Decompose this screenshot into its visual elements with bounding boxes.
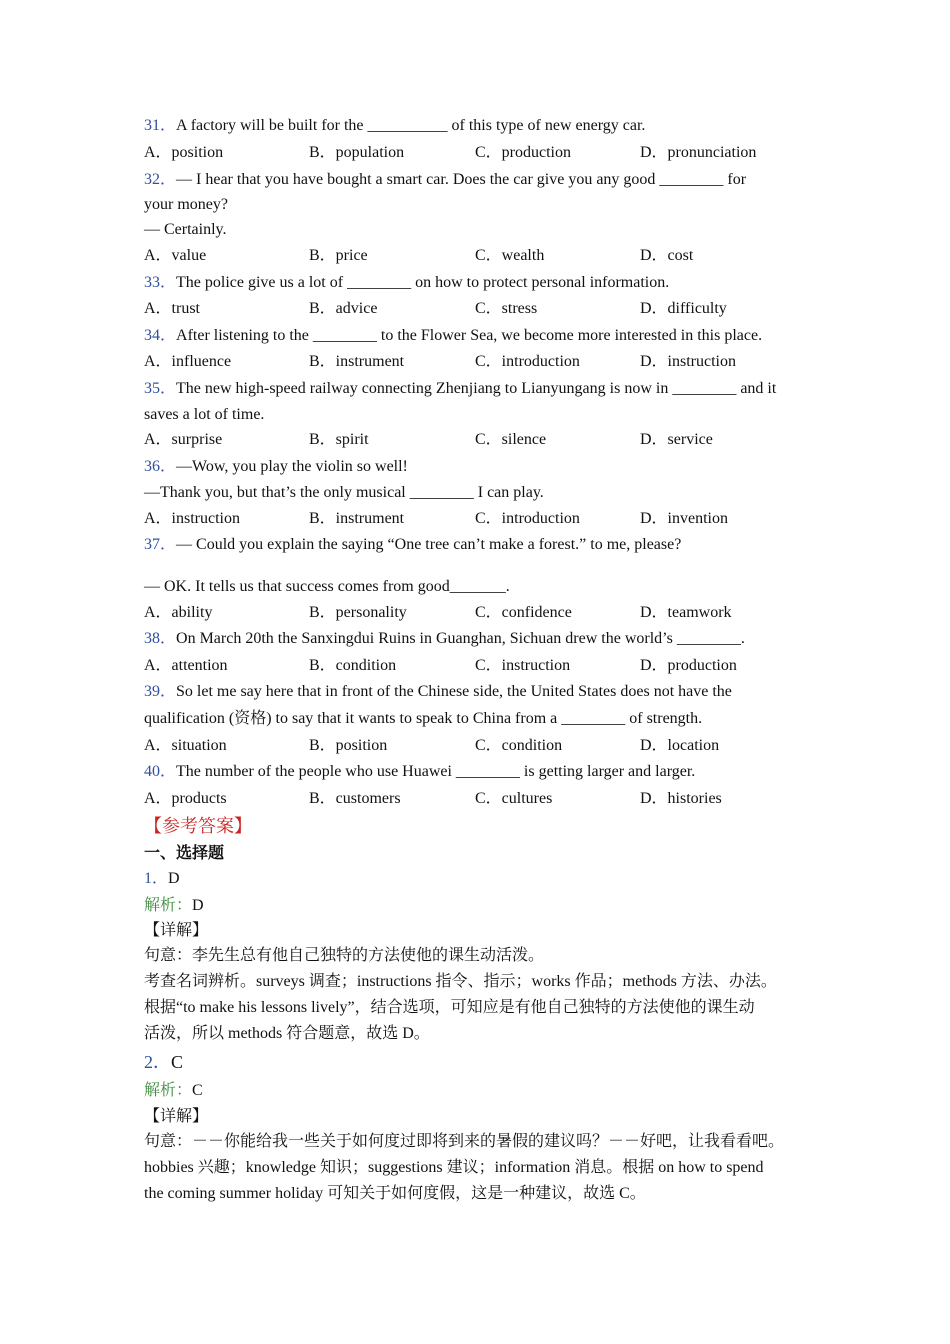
option-a: A．products: [144, 790, 227, 807]
question-text: The number of the people who use Huawei ________ is getting larger and larger.: [176, 763, 696, 780]
option-a: A．surprise: [144, 431, 223, 448]
option-c: C．cultures: [475, 790, 553, 807]
option-d: D．instruction: [640, 353, 736, 370]
option-d: D．location: [640, 737, 720, 754]
option-d: D．production: [640, 657, 737, 674]
option-b: B．condition: [309, 657, 397, 674]
option-a: A．ability: [144, 604, 213, 621]
question-text-cont: your money?: [144, 196, 228, 213]
question-number: 34．: [144, 327, 177, 344]
explanation-line: 句意：－－你能给我一些关于如何度过即将到来的暑假的建议吗？－－好吧，让我看看吧。: [144, 1133, 785, 1150]
question-text: On March 20th the Sanxingdui Ruins in Guanghan, Sichuan drew the world’s ________.: [176, 630, 745, 647]
option-a: A．attention: [144, 657, 228, 674]
explanation-line: 根据“to make his lessons lively”，结合选项，可知应是有他自己独特的方法使他的课生动: [144, 999, 755, 1016]
option-a: A．situation: [144, 737, 227, 754]
analysis-label: 解析：: [144, 897, 193, 914]
option-a: A．position: [144, 144, 224, 161]
question-32: [144, 170, 746, 190]
question-number: 33．: [144, 274, 177, 291]
question-text: The police give us a lot of ________ on how to protect personal information.: [176, 274, 670, 291]
option-d: D．difficulty: [640, 300, 727, 317]
question-text-cont: — Certainly.: [144, 221, 227, 238]
option-d: D．service: [640, 431, 713, 448]
explanation-line: 活泼，所以 methods 符合题意，故选 D。: [144, 1025, 430, 1042]
option-a: A．value: [144, 247, 207, 264]
explanation-line: hobbies 兴趣；knowledge 知识；suggestions 建议；information 消息。根据 on how to spend: [144, 1159, 764, 1176]
question-number: 39．: [144, 683, 177, 700]
option-c: C．wealth: [475, 247, 545, 264]
question-39: [144, 682, 732, 702]
analysis-1: [144, 896, 204, 916]
question-text: — Could you explain the saying “One tree can’t make a forest.” to me, please?: [176, 536, 682, 553]
option-b: B．position: [309, 737, 388, 754]
option-d: D．teamwork: [640, 604, 732, 621]
question-34: [144, 326, 762, 346]
option-c: C．introduction: [475, 510, 580, 527]
question-number: 40．: [144, 763, 177, 780]
question-31: [144, 116, 645, 136]
option-c: C．production: [475, 144, 571, 161]
answer-letter: D: [168, 870, 180, 887]
question-text: The new high-speed railway connecting Zhenjiang to Lianyungang is now in ________ and it: [176, 380, 777, 397]
question-text: A factory will be built for the __________ of this type of new energy car.: [176, 117, 646, 134]
question-40: [144, 762, 695, 782]
question-38: [144, 629, 745, 649]
option-a: A．trust: [144, 300, 201, 317]
part-title: 一、选择题: [144, 845, 225, 862]
analysis-2: [144, 1081, 203, 1101]
question-text: After listening to the ________ to the Flower Sea, we become more interested in this place.: [176, 327, 763, 344]
question-number: 32．: [144, 171, 177, 188]
option-c: C．silence: [475, 431, 547, 448]
option-c: C．stress: [475, 300, 538, 317]
explanation-line: 句意：李先生总有他自己独特的方法使他的课生动活泼。: [144, 947, 545, 964]
question-text: —Wow, you play the violin so well!: [176, 458, 408, 475]
detail-heading: 【详解】: [144, 922, 209, 939]
question-33: [144, 273, 669, 293]
question-36: [144, 457, 408, 477]
question-37: [144, 535, 681, 555]
question-text-cont: qualification (资格) to say that it wants to speak to China from a ________ of strength.: [144, 710, 703, 727]
question-text-cont: saves a lot of time.: [144, 406, 265, 423]
question-text: — I hear that you have bought a smart car. Does the car give you any good ________ for: [176, 171, 747, 188]
explanation-line: 考查名词辨析。surveys 调查；instructions 指令、指示；works 作品；methods 方法、办法。: [144, 973, 777, 990]
question-35: [144, 379, 776, 399]
option-b: B．instrument: [309, 353, 405, 370]
question-text-cont: —Thank you, but that’s the only musical ________ I can play.: [144, 484, 544, 501]
answer-2: [144, 1052, 183, 1072]
option-c: C．instruction: [475, 657, 571, 674]
analysis-label: 解析：: [144, 1082, 193, 1099]
question-number: 36．: [144, 458, 177, 475]
option-b: B．instrument: [309, 510, 405, 527]
answer-letter: C: [171, 1052, 184, 1072]
question-number: 35．: [144, 380, 177, 397]
option-b: B．personality: [309, 604, 407, 621]
option-d: D．pronunciation: [640, 144, 757, 161]
explanation-line: the coming summer holiday 可知关于如何度假，这是一种建议，故选 C。: [144, 1185, 646, 1202]
answer-number: 2．: [144, 1052, 171, 1072]
option-b: B．population: [309, 144, 405, 161]
analysis-value: D: [192, 897, 204, 914]
option-c: C．introduction: [475, 353, 580, 370]
question-text-cont: — OK. It tells us that success comes from good_______.: [144, 578, 510, 595]
question-number: 37．: [144, 536, 177, 553]
option-c: C．confidence: [475, 604, 572, 621]
option-c: C．condition: [475, 737, 563, 754]
option-b: B．price: [309, 247, 368, 264]
answer-heading: 【参考答案】: [144, 816, 252, 836]
question-number: 38．: [144, 630, 177, 647]
option-a: A．instruction: [144, 510, 240, 527]
detail-heading: 【详解】: [144, 1108, 209, 1125]
option-d: D．invention: [640, 510, 728, 527]
answer-1: [144, 869, 180, 889]
option-b: B．customers: [309, 790, 401, 807]
question-number: 31．: [144, 117, 177, 134]
option-b: B．advice: [309, 300, 378, 317]
option-a: A．influence: [144, 353, 232, 370]
option-d: D．cost: [640, 247, 694, 264]
analysis-value: C: [192, 1082, 203, 1099]
option-b: B．spirit: [309, 431, 369, 448]
option-d: D．histories: [640, 790, 722, 807]
answer-number: 1．: [144, 870, 169, 887]
question-text: So let me say here that in front of the Chinese side, the United States does not have the: [176, 683, 732, 700]
